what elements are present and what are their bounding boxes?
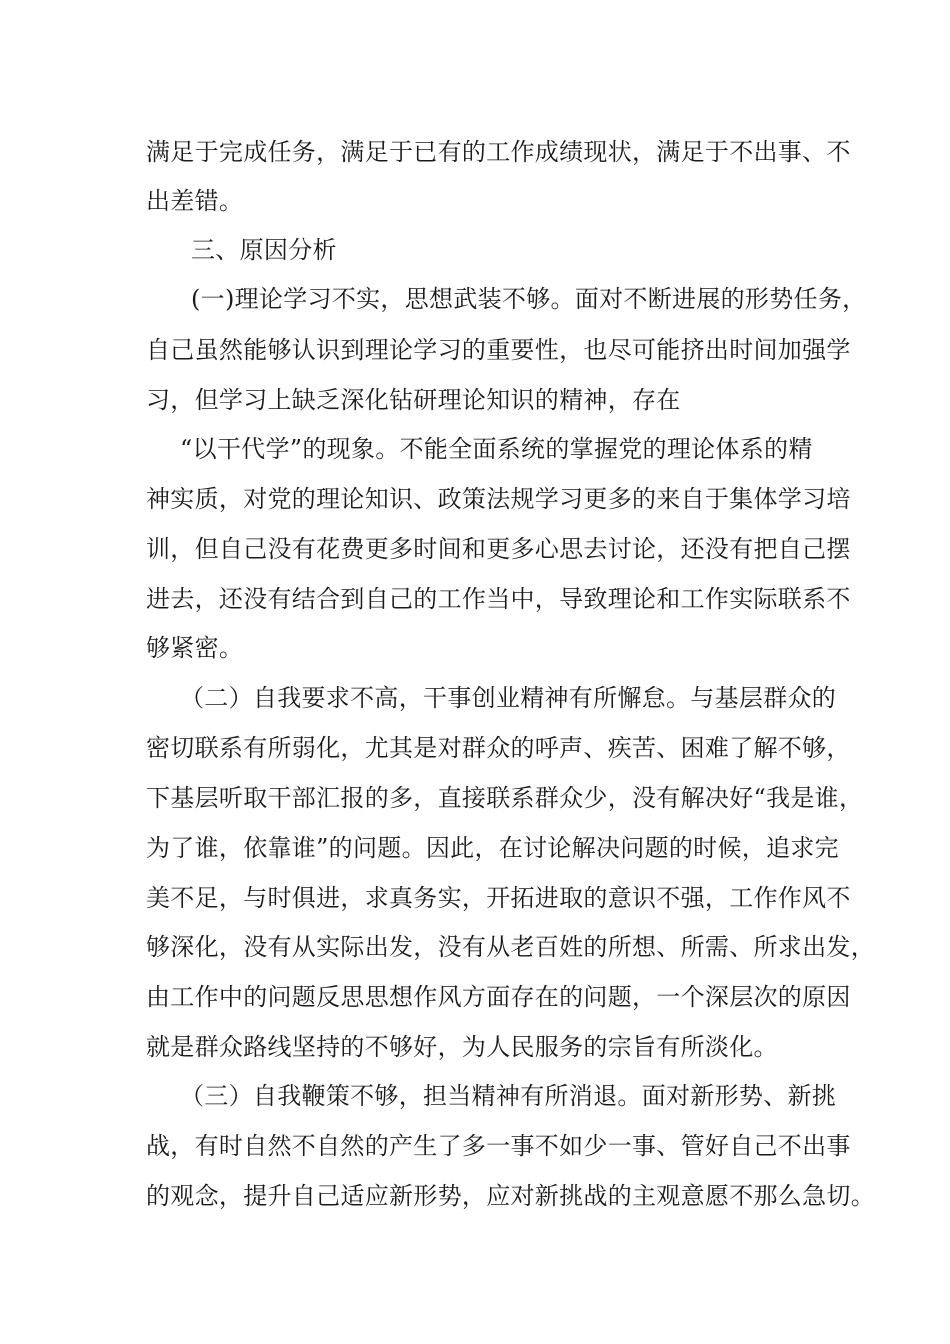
text-line: 自己虽然能够认识到理论学习的重要性，也尽可能挤出时间加强学 xyxy=(146,336,851,364)
text-line: 为了谁，依靠谁”的问题。因此，在讨论解决问题的时候，追求完 xyxy=(146,834,839,862)
text-line: 够深化，没有从实际出发，没有从老百姓的所想、所需、所求出发， xyxy=(146,933,875,961)
paragraph-heading: （二）自我要求不高，干事创业精神有所懈怠。与基层群众的 xyxy=(180,684,837,712)
text-line: 出差错。 xyxy=(146,187,244,215)
text-line: 美不足，与时俱进，求真务实，开拓进取的意识不强，工作作风不 xyxy=(146,884,851,912)
text-line: 满足于完成任务，满足于已有的工作成绩现状，满足于不出事、不 xyxy=(146,138,851,166)
text-line: 习，但学习上缺乏深化钻研理论知识的精神，存在 xyxy=(146,386,681,414)
paragraph-heading: (一)理论学习不实，思想武装不够。面对不断进展的形势任务， xyxy=(191,285,867,313)
text-line: 进去，还没有结合到自己的工作当中，导致理论和工作实际联系不 xyxy=(146,585,851,613)
paragraph-heading: （三）自我鞭策不够，担当精神有所消退。面对新形势、新挑 xyxy=(180,1082,837,1110)
text-line: 由工作中的问题反思思想作风方面存在的问题，一个深层次的原因 xyxy=(146,983,851,1011)
text-line: 下基层听取干部汇报的多，直接联系群众少，没有解决好“我是谁， xyxy=(146,784,864,812)
text-line: 训，但自己没有花费更多时间和更多心思去讨论，还没有把自己摆 xyxy=(146,535,851,563)
text-line: 密切联系有所弱化，尤其是对群众的呼声、疾苦、困难了解不够， xyxy=(146,734,851,762)
section-heading: 三、原因分析 xyxy=(191,236,337,264)
text-line: “以干代学”的现象。不能全面系统的掌握党的理论体系的精 xyxy=(180,435,813,463)
text-line: 就是群众路线坚持的不够好，为人民服务的宗旨有所淡化。 xyxy=(146,1033,778,1061)
text-line: 的观念，提升自己适应新形势，应对新挑战的主观意愿不那么急切。 xyxy=(146,1182,875,1210)
text-line: 神实质，对党的理论知识、政策法规学习更多的来自于集体学习培 xyxy=(146,485,851,513)
text-line: 战，有时自然不自然的产生了多一事不如少一事、管好自己不出事 xyxy=(146,1132,851,1160)
text-line: 够紧密。 xyxy=(146,634,244,662)
